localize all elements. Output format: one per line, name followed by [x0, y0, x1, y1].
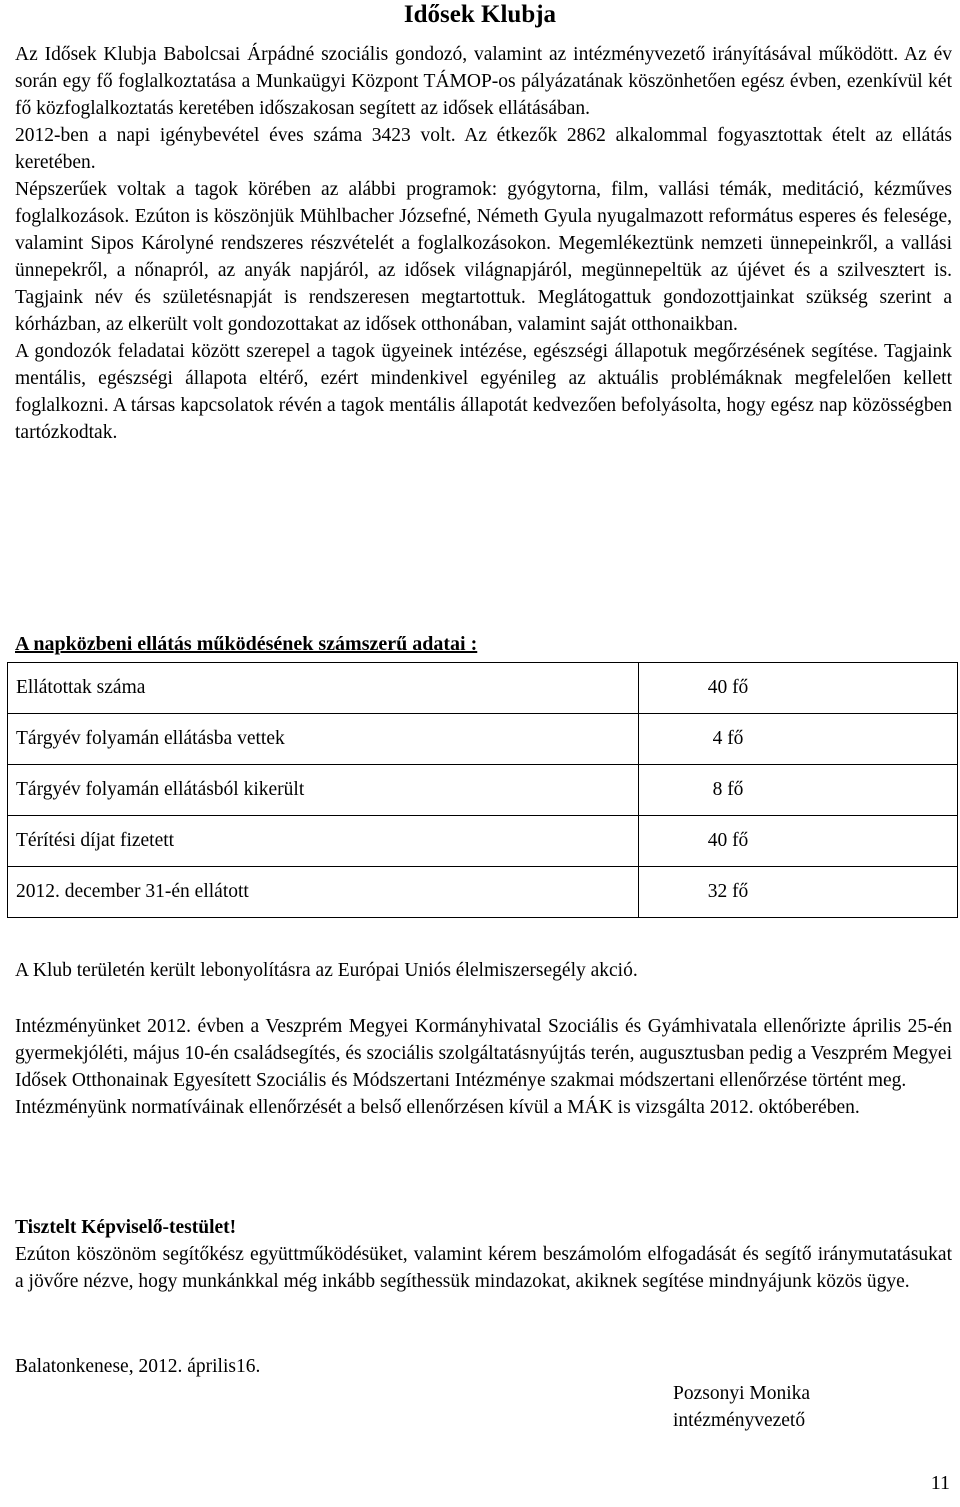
stats-value: 40 fő: [639, 663, 958, 714]
signature-role: intézményvezető: [673, 1410, 806, 1431]
table-row: [8, 714, 958, 765]
signature-name: Pozsonyi Monika: [673, 1383, 811, 1404]
stats-table: [7, 662, 958, 918]
inspections-section: [15, 1013, 952, 1121]
salutation: Tisztelt Képviselő-testület!: [15, 1217, 237, 1238]
intro-paragraph-2: 2012-ben a napi igénybevétel éves száma 3423 volt. Az étkezők 2862 alkalommal fogyasztottak ételt az ellátás keretében.: [15, 125, 952, 173]
stats-value: 40 fő: [639, 816, 958, 867]
table-row: [8, 663, 958, 714]
page-title: Idősek Klubja: [403, 1, 557, 28]
table-row: [8, 765, 958, 816]
stats-label: 2012. december 31-én ellátott: [8, 867, 639, 918]
page-number: 11: [930, 1472, 950, 1494]
closing-section: [15, 1214, 952, 1295]
stats-heading: A napközbeni ellátás működésének számszerű adatai :: [15, 633, 478, 655]
intro-paragraph-4: A gondozók feladatai között szerepel a tagok ügyeinek intézése, egészségi állapotuk megőrzésének segítése. Tagjaink mentális, egészségi állapota eltérő, ezért mindenkivel egyénileg az aktuális problémáknak megfelelően kellett foglalkozni. A társas kapcsolatok révén a tagok mentális állapotát kedvezően befolyásolta, hogy egész nap közösségben tartózkodtak.: [15, 341, 952, 443]
intro-paragraph-1: Az Idősek Klubja Babolcsai Árpádné szociális gondozó, valamint az intézményvezető irányításával működött. Az év során egy fő foglalkoztatása a Munkaügyi Központ TÁMOP-os pályázatának köszönhetően egész évben, ezenkívül két fő közfoglalkoztatás keretében időszakosan segített az idősek ellátásában.: [15, 44, 952, 119]
table-row: [8, 867, 958, 918]
stats-label: Ellátottak száma: [8, 663, 639, 714]
stats-value: 8 fő: [639, 765, 958, 816]
closing-text: Ezúton köszönöm segítőkész együttműködésüket, valamint kérem beszámolóm elfogadását és segítő iránymutatásukat a jövőre nézve, hogy munkánkkal még inkább segíthessük mindazokat, akiknek segítése mindnyájunk közös ügye.: [15, 1244, 952, 1292]
inspections-paragraph-2: Intézményünk normatíváinak ellenőrzését a belső ellenőrzésen kívül a MÁK is vizsgálta 2012. októberében.: [15, 1097, 860, 1118]
stats-label: Tárgyév folyamán ellátásba vettek: [8, 714, 639, 765]
stats-label: Tárgyév folyamán ellátásból kikerült: [8, 765, 639, 816]
stats-label: Térítési díjat fizetett: [8, 816, 639, 867]
place-date: Balatonkenese, 2012. április16.: [15, 1356, 261, 1377]
inspections-paragraph-1: Intézményünket 2012. évben a Veszprém Megyei Kormányhivatal Szociális és Gyámhivatala ellenőrizte április 25-én gyermekjóléti, május 10-én családsegítés, és szociális szolgáltatásnyújtás terén, augusztusban pedig a Veszprém Megyei Idősek Otthonainak Egyesített Szociális és Módszertani Intézménye szakmai módszertani ellenőrzése történt meg.: [15, 1016, 952, 1091]
eu-action-text: A Klub területén került lebonyolításra az Európai Uniós élelmiszersegély akció.: [15, 960, 638, 981]
stats-value: 32 fő: [639, 867, 958, 918]
stats-value: 4 fő: [639, 714, 958, 765]
intro-paragraph-3: Népszerűek voltak a tagok körében az alábbi programok: gyógytorna, film, vallási témák, meditáció, kézműves foglalkozások. Ezúton is köszönjük Mühlbacher Józsefné, Németh Gyula nyugalmazott református esperes és felesége, valamint Sipos Károlyné rendszeres részvételét a foglalkozásokon. Megemlékeztünk nemzeti ünnepeinkről, a vallási ünnepekről, a nőnapról, az anyák napjáról, az idősek világnapjáról, megünnepeltük az újévet és a szilvesztert is. Tagjaink név és születésnapját is rendszeresen megtartottuk. Meglátogattuk gondozottjainkat szükség szerint a kórházban, az elkerült volt gondozottakat az idősek otthonában, valamint saját otthonaikban.: [15, 179, 952, 335]
table-row: [8, 816, 958, 867]
intro-section: [15, 41, 952, 446]
